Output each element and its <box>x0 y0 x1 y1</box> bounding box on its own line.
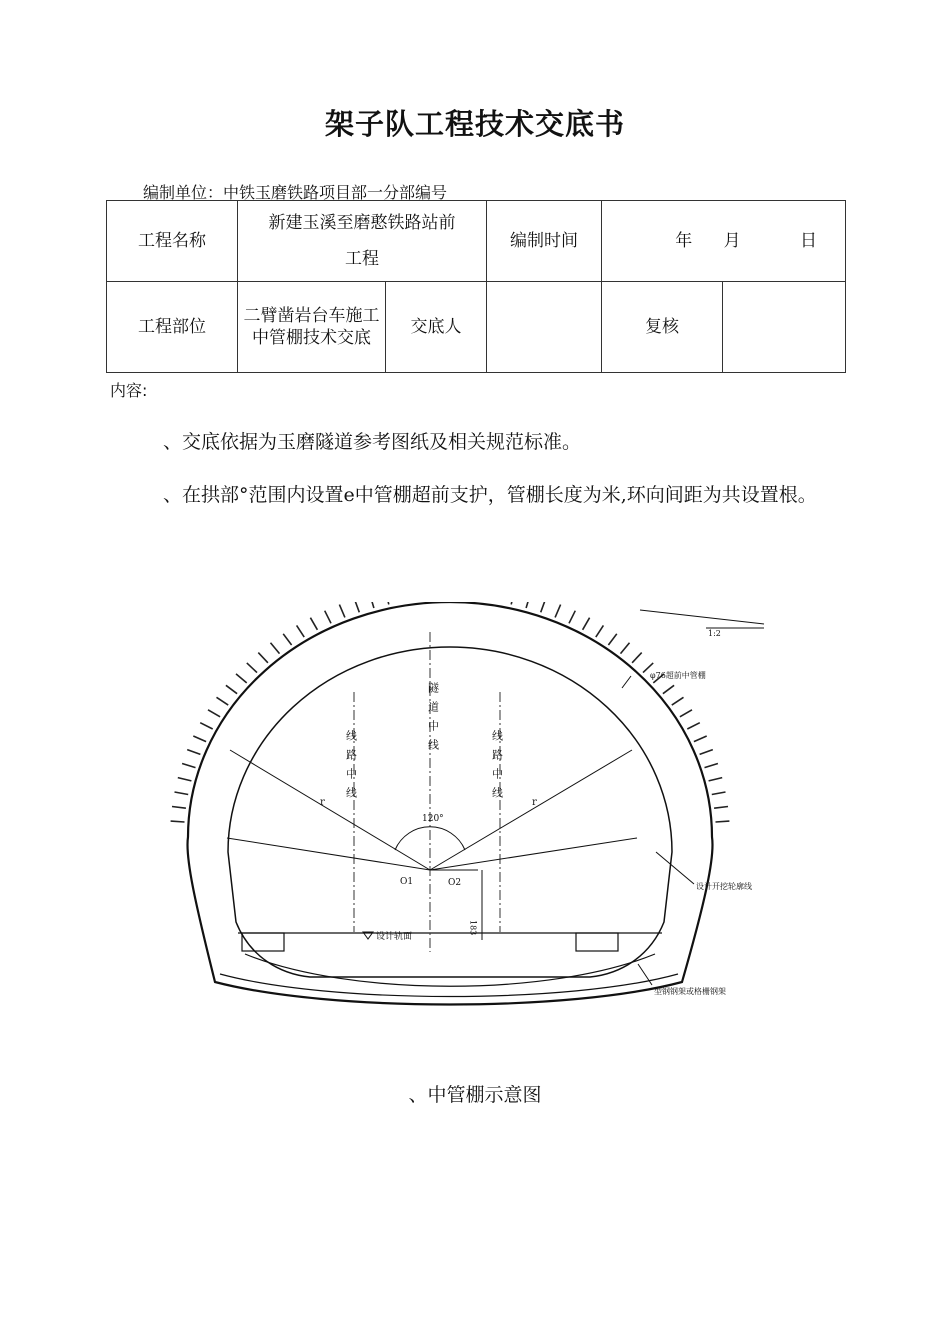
pipe-shed-tick <box>247 663 257 673</box>
label-slope: 1:2 <box>708 629 721 638</box>
pipe-shed-tick <box>271 643 280 654</box>
pipe-shed-tick <box>621 643 630 654</box>
info-table <box>106 200 846 373</box>
slope-line <box>640 610 764 624</box>
project-part-value: 二臂凿岩台车施工中管棚技术交底 <box>238 282 386 373</box>
pipe-shed-tick <box>700 750 713 755</box>
pipe-shed-tick <box>297 625 305 637</box>
pipe-shed-tick <box>705 764 718 768</box>
pipe-shed-tick <box>663 685 674 693</box>
project-name-value <box>238 201 487 282</box>
label-o1: O1 <box>400 877 414 887</box>
pipe-shed-tick <box>555 605 561 618</box>
figure-caption: 、中管棚示意图 <box>408 1084 542 1106</box>
pipe-shed-tick <box>171 821 185 822</box>
pipe-shed-tick <box>709 778 723 781</box>
label-o2: O2 <box>448 878 462 888</box>
inner-excavation-outline <box>228 647 672 977</box>
review-value <box>723 282 846 373</box>
radius-line-right-upper <box>430 750 632 870</box>
table-row <box>107 201 846 282</box>
pipe-shed-tick <box>526 602 530 608</box>
pipe-shed-tick <box>596 625 604 637</box>
document-title: 架子队工程技术交底书 <box>324 107 625 141</box>
pipe-shed-tick <box>283 634 291 645</box>
pipe-shed-tick <box>672 697 684 705</box>
pipe-shed-tick <box>339 605 345 618</box>
day-label: 日 <box>800 231 817 251</box>
pipe-shed-tick <box>193 736 206 742</box>
handover-person-value <box>487 282 602 373</box>
pipe-shed-tick <box>541 602 546 612</box>
pipe-shed-tick <box>583 618 590 630</box>
leader-pipe-spec <box>622 676 631 688</box>
project-name-line1: 新建玉溪至磨憨铁路站前 <box>268 213 456 233</box>
compile-time-label: 编制时间 <box>487 201 602 282</box>
label-r1: r <box>320 797 325 808</box>
pipe-shed-tick <box>569 611 575 624</box>
year-label: 年 <box>675 231 693 251</box>
paragraph-1: 、交底依据为玉磨隧道参考图纸及相关规范标准。 <box>163 431 582 453</box>
pipe-shed-tick <box>325 611 331 624</box>
pipe-shed-tick <box>217 697 229 705</box>
pipe-shed-ticks <box>171 602 730 822</box>
invert-curve <box>245 954 655 986</box>
pipe-shed-tick <box>712 792 726 795</box>
pipe-shed-tick <box>716 821 730 822</box>
pipe-shed-tick <box>714 807 728 809</box>
pipe-shed-tick <box>511 602 514 604</box>
label-design-grade: 设计轨面 <box>376 932 413 942</box>
pipe-shed-tick <box>687 723 700 729</box>
pipe-shed-tick <box>187 750 200 755</box>
pipe-shed-tick <box>175 792 189 795</box>
pipe-shed-tick <box>182 764 195 768</box>
compile-time-value <box>602 201 846 282</box>
pipe-shed-tick <box>236 674 247 683</box>
pipe-shed-tick <box>386 602 389 604</box>
label-pipe-spec: φ76超前中管棚 <box>650 671 706 680</box>
label-line-center-left: 线路中线 <box>344 730 358 806</box>
project-part-label: 工程部位 <box>107 282 238 373</box>
pipe-shed-tick <box>258 653 268 663</box>
label-arch: 型钢钢架或格栅钢架 <box>654 987 726 996</box>
right-ditch <box>576 933 618 951</box>
content-label: 内容: <box>110 381 148 400</box>
label-tunnel-center: 隧道中线 <box>426 682 440 758</box>
project-name-label: 工程名称 <box>107 201 238 282</box>
leader-excavation <box>656 852 694 884</box>
label-dim: 183 <box>468 920 478 936</box>
review-label: 复核 <box>602 282 723 373</box>
pipe-shed-tick <box>370 602 374 608</box>
label-excavation: 设计开挖轮廓线 <box>696 882 752 891</box>
pipe-shed-tick <box>632 653 642 663</box>
pipe-shed-tick <box>178 778 192 781</box>
tunnel-pipe-shed-diagram <box>170 602 780 1042</box>
pipe-shed-tick <box>200 723 213 729</box>
radius-line-left-upper <box>230 750 430 870</box>
label-line-center-right: 线路中线 <box>490 730 504 806</box>
handover-person-label: 交底人 <box>386 282 487 373</box>
paragraph-2: 、在拱部°范围内设置e中管棚超前支护，管棚长度为米,环向间距为共设置根。 <box>163 484 817 506</box>
pipe-shed-tick <box>608 634 616 645</box>
pipe-shed-tick <box>208 710 220 717</box>
month-label: 月 <box>723 231 741 251</box>
pipe-shed-tick <box>226 685 237 693</box>
label-angle: 120° <box>422 814 444 824</box>
label-r2: r <box>532 797 537 808</box>
pipe-shed-tick <box>172 807 186 809</box>
project-name-line2: 工程 <box>345 249 379 269</box>
outer-lining-outline <box>187 602 712 1004</box>
pipe-shed-tick <box>680 710 692 717</box>
pipe-shed-tick <box>355 602 360 612</box>
pipe-shed-tick <box>310 618 317 630</box>
compile-unit-line: 编制单位：中铁玉磨铁路项目部一分部编号 <box>143 183 448 202</box>
pipe-shed-tick <box>694 736 707 742</box>
table-row <box>107 282 846 373</box>
left-ditch <box>242 933 284 951</box>
